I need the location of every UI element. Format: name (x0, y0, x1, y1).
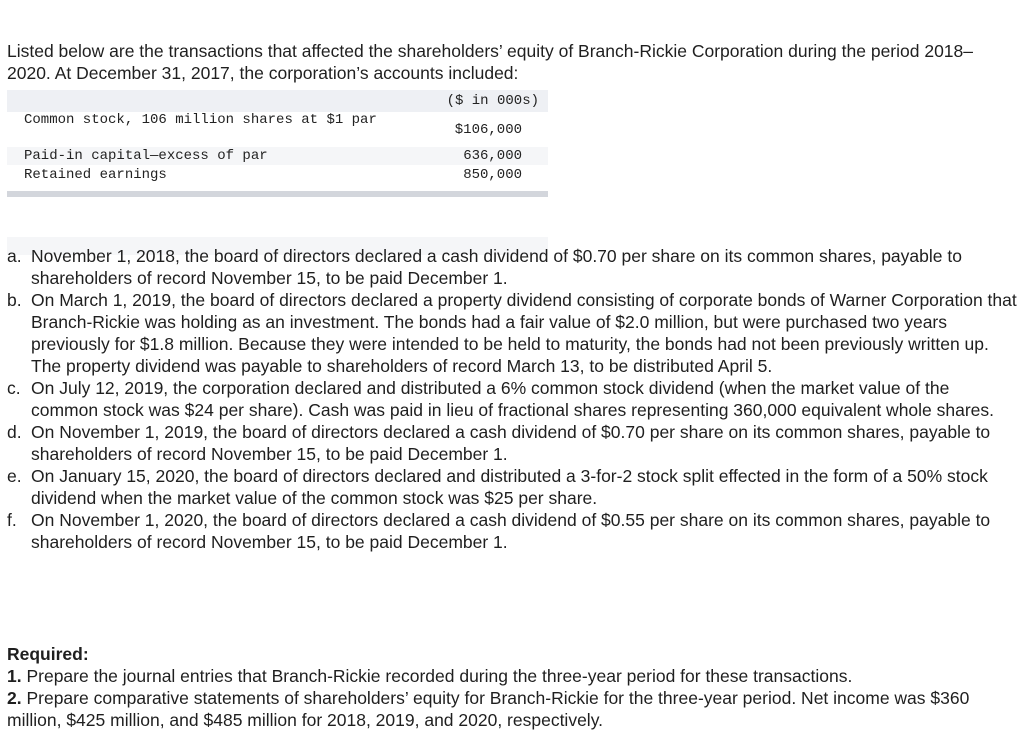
item-text: On November 1, 2020, the board of directors declared a cash dividend of $0.55 per share on its common shares, payable to shareholders of record November 15, to be paid December 1. (31, 510, 991, 552)
intro-paragraph: Listed below are the transactions that affected the shareholders’ equity of Branch-Rickie Corporation during the period 2018–2020. At December 31, 2017, the corporation’s accounts included: (7, 40, 974, 83)
transaction-list (7, 245, 1017, 553)
unit-header: ($ in 000s) (446, 93, 539, 109)
table-footer-bar (7, 191, 548, 197)
transaction-item (7, 245, 1017, 289)
required-item-number: 1. (7, 666, 22, 686)
account-amount-paid-in-capital: 636,000 (463, 148, 522, 164)
item-letter: d. (7, 422, 22, 442)
required-item-1 (7, 665, 1012, 687)
account-label-common-stock: Common stock, 106 million shares at $1 par (24, 112, 377, 128)
item-text: On November 1, 2019, the board of directors declared a cash dividend of $0.70 per share on its common shares, payable to shareholders of record November 15, to be paid December 1. (31, 422, 991, 464)
item-letter: a. (7, 246, 22, 266)
item-text: On January 15, 2020, the board of directors declared and distributed a 3-for-2 stock split effected in the form of a 50% stock dividend when the market value of the common stock was $25 per share. (31, 466, 988, 508)
item-letter: f. (7, 510, 17, 530)
required-section (7, 643, 1012, 731)
account-amount-retained-earnings: 850,000 (463, 167, 522, 183)
account-label-paid-in-capital: Paid-in capital—excess of par (24, 148, 268, 164)
item-text: On March 1, 2019, the board of directors declared a property dividend consisting of corporate bonds of Warner Corporation that Branch-Rickie was holding as an investment. The bonds had a fair value of $2.0 million, but were purchased two years previously for $1.8 million. Because they were intended to be held to maturity, the bonds had not been previously written up. The property dividend was payable to shareholders of record March 13, to be distributed April 5. (31, 290, 1017, 376)
account-label-retained-earnings: Retained earnings (24, 167, 167, 183)
item-text: On July 12, 2019, the corporation declared and distributed a 6% common stock dividend (when the market value of the common stock was $24 per share). Cash was paid in lieu of fractional shares representing 360,000 equivalent whole shares. (31, 378, 995, 420)
required-item-number: 2. (7, 688, 22, 708)
item-letter: c. (7, 378, 21, 398)
required-heading: Required: (7, 644, 89, 664)
item-letter: e. (7, 466, 22, 486)
equity-accounts-table (7, 90, 548, 197)
transaction-item (7, 377, 1017, 421)
account-amount-common-stock: $106,000 (454, 122, 522, 138)
transaction-item (7, 465, 1017, 509)
required-item-2 (7, 687, 1012, 731)
required-item-text: Prepare comparative statements of shareholders’ equity for Branch-Rickie for the three-year period. Net income was $360 million, $425 million, and $485 million for 2018, 2019, and 2020, respectively. (7, 688, 970, 730)
item-letter: b. (7, 290, 22, 310)
required-item-text: Prepare the journal entries that Branch-Rickie recorded during the three-year period for these transactions. (21, 666, 853, 686)
item-text: November 1, 2018, the board of directors declared a cash dividend of $0.70 per share on its common shares, payable to shareholders of record November 15, to be paid December 1. (31, 246, 962, 288)
transaction-item (7, 289, 1017, 377)
transaction-item (7, 509, 1017, 553)
transaction-item (7, 421, 1017, 465)
